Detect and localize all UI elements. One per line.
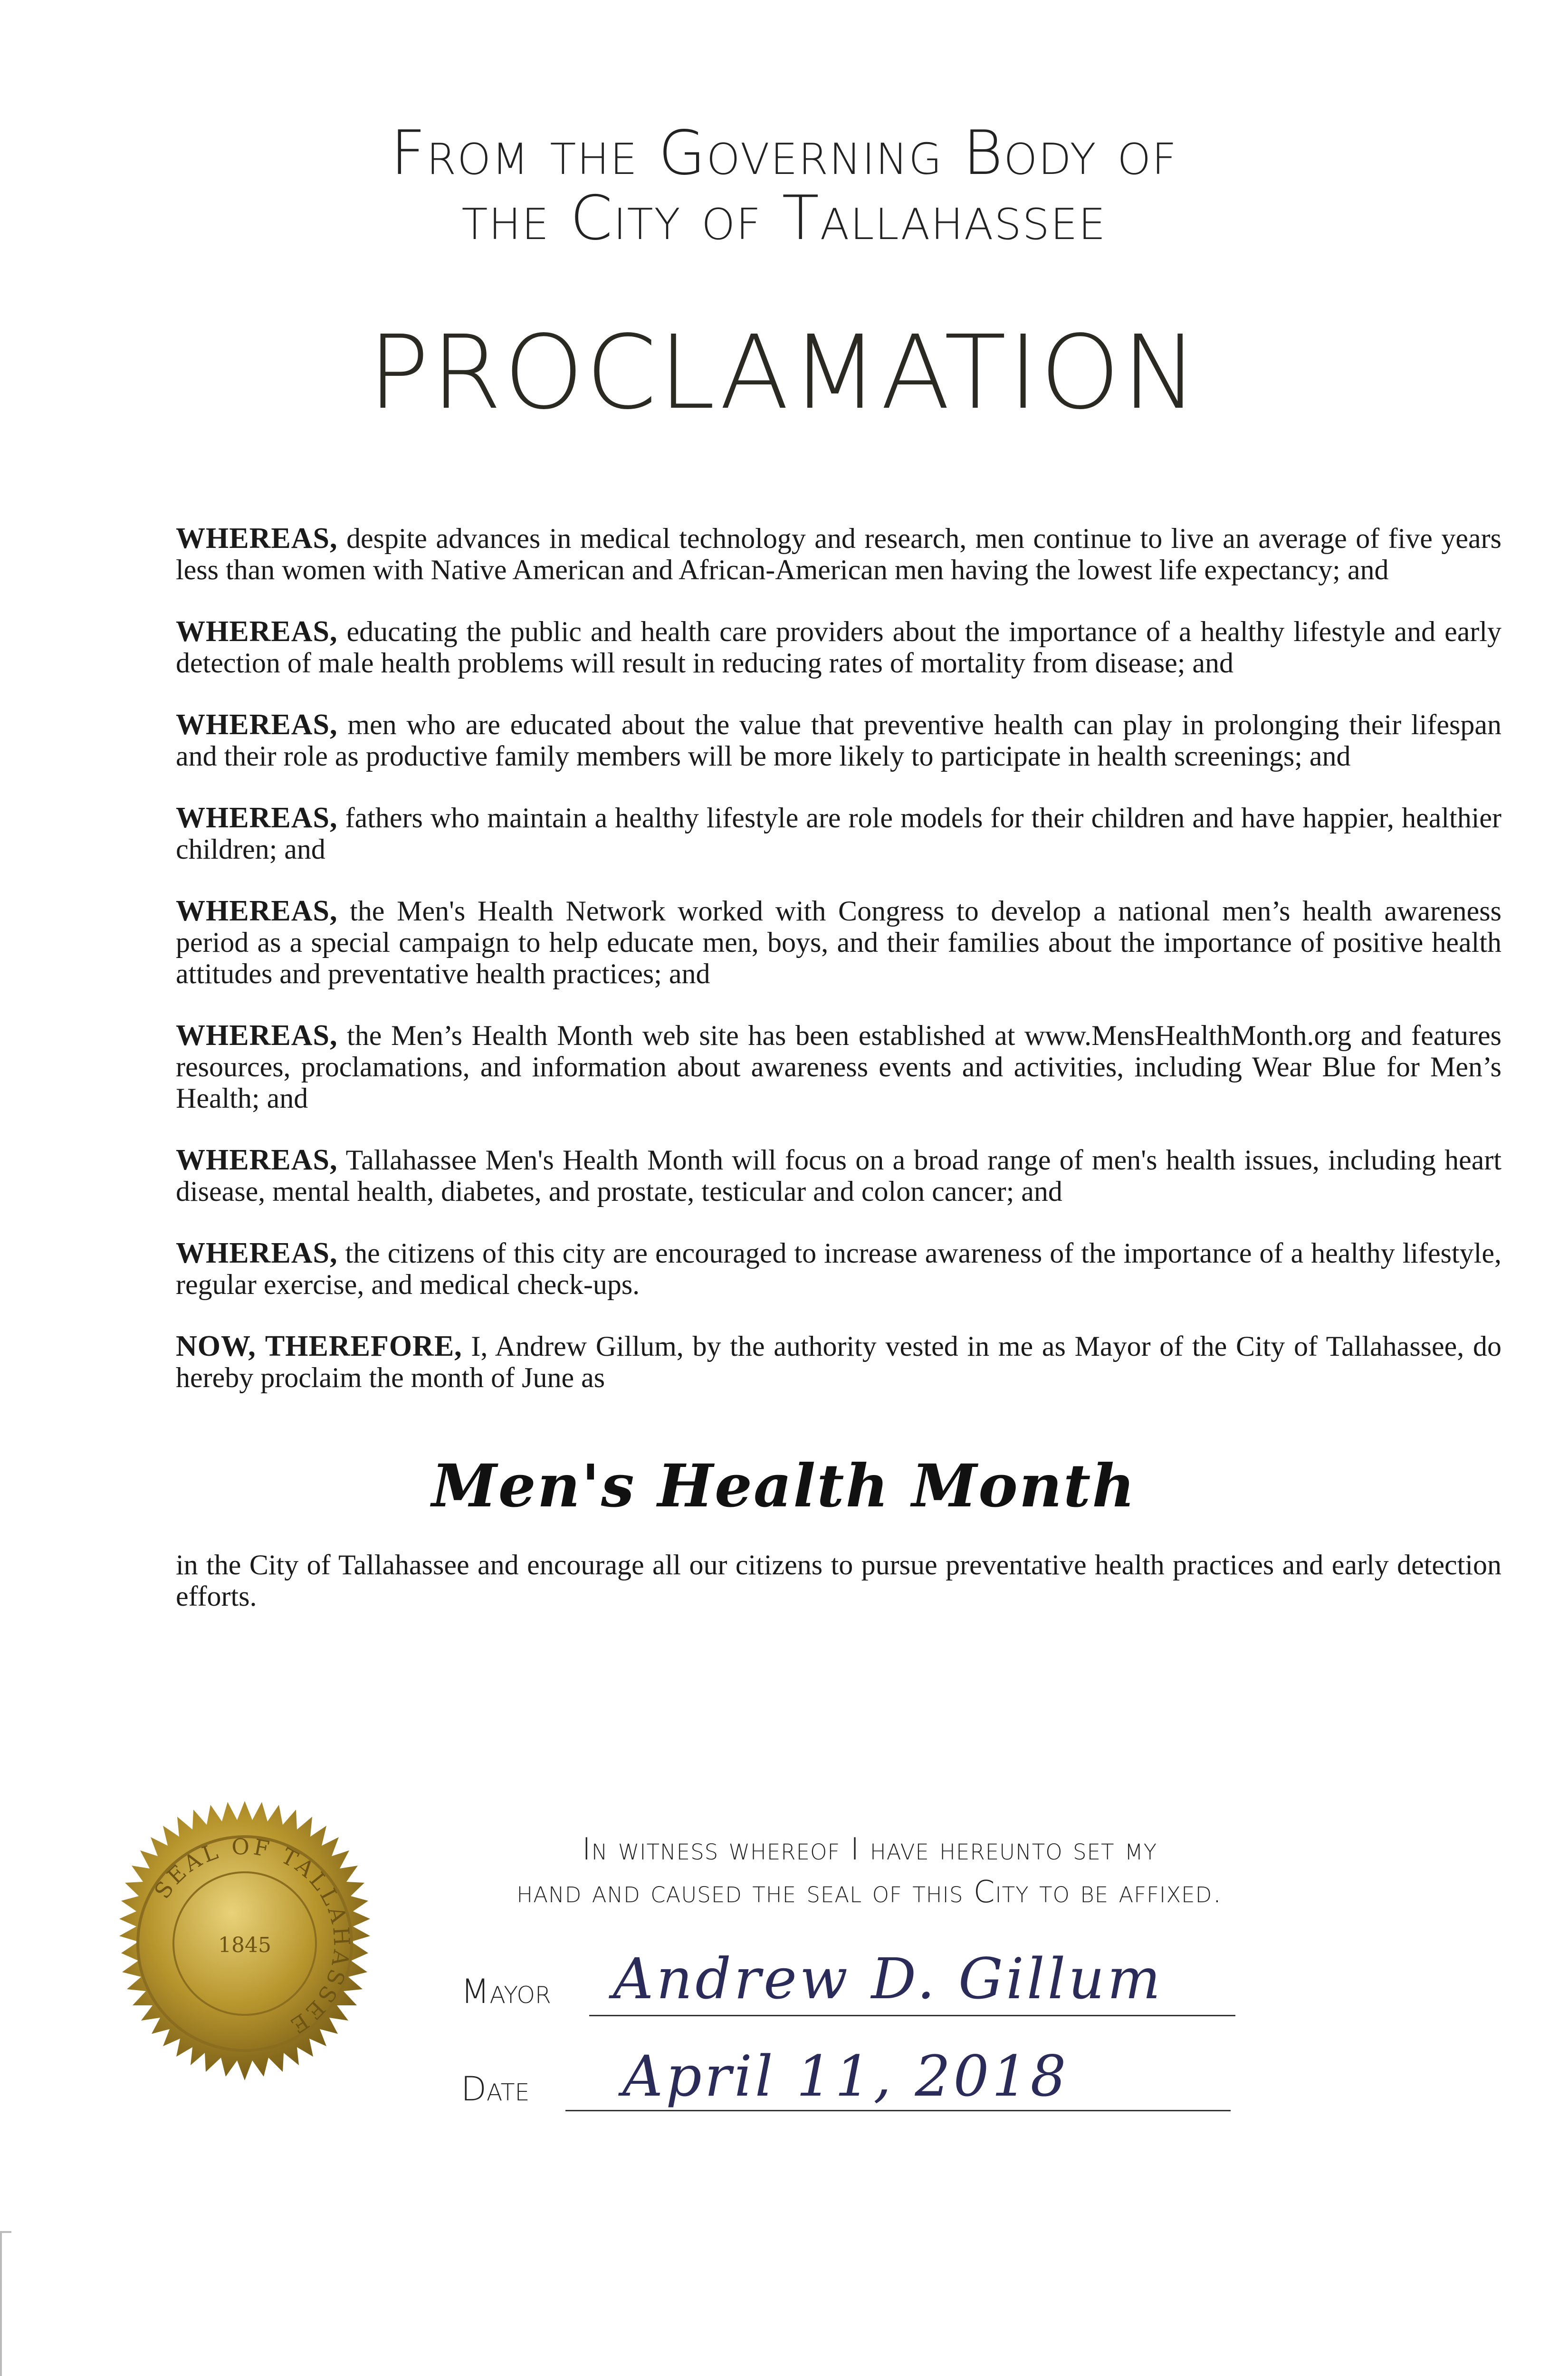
whereas-clause bbox=[176, 1020, 1501, 1114]
scan-edge-mark bbox=[0, 2231, 11, 2376]
clause-text: despite advances in medical technology and research, men continue to live an average of five years less than women with Native American and African-American men having the lowest life expectancy; and bbox=[176, 523, 1501, 585]
clause-lead: WHEREAS, bbox=[176, 802, 338, 834]
clause-lead: NOW, THEREFORE, bbox=[176, 1330, 462, 1362]
witness-line-1: In witness whereof I have hereunto set my bbox=[582, 1832, 1157, 1867]
whereas-clauses bbox=[176, 523, 1501, 1424]
whereas-clause bbox=[176, 709, 1501, 772]
clause-lead: WHEREAS, bbox=[176, 615, 338, 648]
mayor-label: Mayor bbox=[461, 1972, 551, 2011]
clause-lead: WHEREAS, bbox=[176, 522, 338, 555]
header-line-2: the City of Tallahassee bbox=[461, 183, 1107, 254]
clause-text: the Men's Health Network worked with Congress to develop a national men’s health awareness period as a special campaign to help educate men, boys, and their families about the importance of positive health attitudes and preventative health practices; and bbox=[176, 895, 1501, 989]
clause-text: fathers who maintain a healthy lifestyle are role models for their children and have happier, healthier children; and bbox=[176, 802, 1501, 865]
mayor-signature-line bbox=[589, 2015, 1235, 2016]
clause-lead: WHEREAS, bbox=[176, 1019, 338, 1052]
witness-line-2: hand and caused the seal of this City to be affixed. bbox=[516, 1875, 1223, 1910]
whereas-clause bbox=[176, 1237, 1501, 1300]
whereas-clause bbox=[176, 802, 1501, 865]
seal-year: 1845 bbox=[218, 1933, 271, 1957]
clause-text: men who are educated about the value that preventive health can play in prolonging their lifespan and their role as productive family members will be more likely to participate in health screenings; and bbox=[176, 709, 1501, 772]
date-label: Date bbox=[461, 2069, 530, 2108]
clause-lead: WHEREAS, bbox=[176, 709, 338, 741]
clause-text: Tallahassee Men's Health Month will focus on a broad range of men's health issues, including heart disease, mental health, diabetes, and prostate, testicular and colon cancer; and bbox=[176, 1144, 1501, 1207]
clause-lead: WHEREAS, bbox=[176, 1237, 338, 1269]
handwritten-date: April 11, 2018 bbox=[622, 2043, 1069, 2109]
city-seal-icon bbox=[93, 1801, 397, 2105]
closing-paragraph: in the City of Tallahassee and encourage all our citizens to pursue preventative health practices and early detection efforts. bbox=[176, 1549, 1501, 1612]
page-title: PROCLAMATION bbox=[368, 314, 1200, 432]
clause-lead: WHEREAS, bbox=[176, 895, 338, 927]
whereas-clause bbox=[176, 895, 1501, 989]
clause-lead: WHEREAS, bbox=[176, 1144, 338, 1176]
clause-text: I, Andrew Gillum, by the authority vested in me as Mayor of the City of Tallahassee, do hereby proclaim the month of June as bbox=[176, 1331, 1501, 1393]
now-therefore-clause bbox=[176, 1331, 1501, 1393]
mayor-signature: Andrew D. Gillum bbox=[613, 1946, 1164, 2012]
whereas-clause bbox=[176, 523, 1501, 585]
seal-text: SEAL OF TALLAHASSEE bbox=[149, 1833, 355, 2041]
clause-text: the citizens of this city are encouraged to increase awareness of the importance of a healthy lifestyle, regular exercise, and medical check-ups. bbox=[176, 1237, 1501, 1300]
proclaimed-month: Men's Health Month bbox=[431, 1452, 1137, 1521]
clause-text: the Men’s Health Month web site has been established at www.MensHealthMonth.org and features resources, proclamations, and information about awareness events and activities, including Wear Blue for Men’s Health; and bbox=[176, 1020, 1501, 1114]
whereas-clause bbox=[176, 1144, 1501, 1207]
header-line-1: From the Governing Body of bbox=[391, 118, 1177, 189]
whereas-clause bbox=[176, 616, 1501, 679]
clause-text: educating the public and health care providers about the importance of a healthy lifestyle and early detection of male health problems will result in reducing rates of mortality from disease; and bbox=[176, 616, 1501, 679]
date-signature-line bbox=[565, 2110, 1231, 2111]
